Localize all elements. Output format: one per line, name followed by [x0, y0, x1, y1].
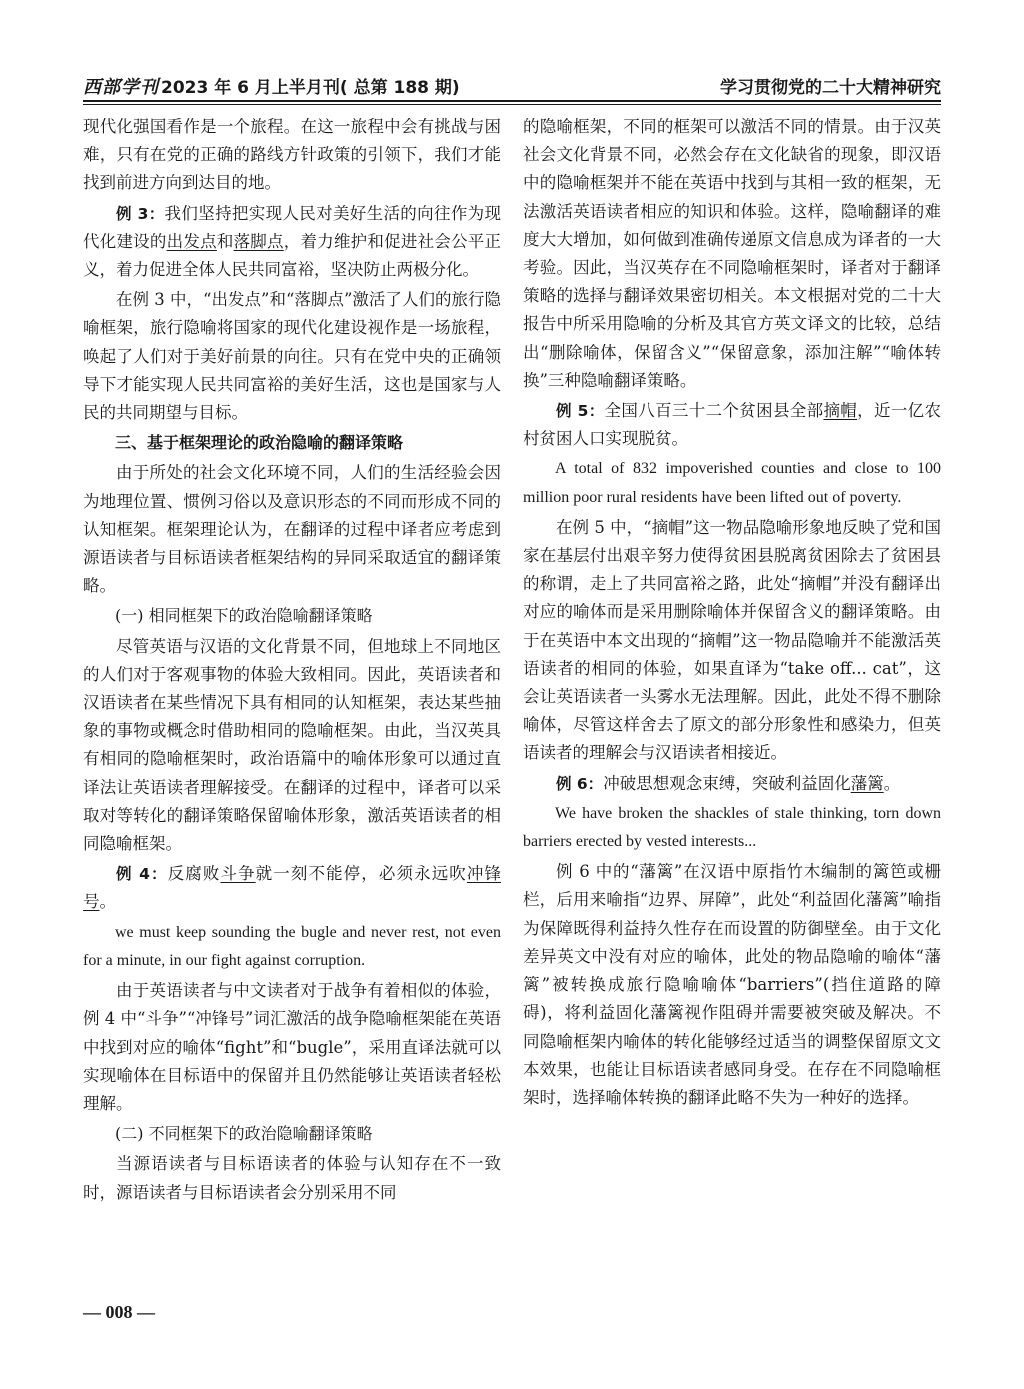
- example-label: 例 6：: [556, 774, 604, 793]
- example-text: 我们坚持把实现人民对美好生活的向往作为现代化建设的: [83, 203, 502, 251]
- paragraph: 的隐喻框架，不同的框架可以激活不同的情景。由于汉英社会文化背景不同，必然会存在文化缺省的现象，即汉语中的隐喻框架并不能在英语中找到与其相一致的框架，无法激活英语读者相应的知识和体验。这样，隐喻翻译的难度大大增加，如何做到准确传递原文信息成为译者的一大考验。因此，当汉英存在不同隐喻框架时，译者对于翻译策略的选择与翻译效果密切相关。本文根据对党的二十大报告中所采用隐喻的分析及其官方英文译文的比较，总结出“删除喻体，保留含义”“保留意象，添加注解”“喻体转换”三种隐喻翻译策略。: [523, 117, 941, 390]
- example-text: ，着力维护和促进社会公平正义，着力促进全体人民共同富裕，坚决防止两极分化。: [83, 231, 502, 280]
- example-text: 就一刻不能停，必须永远吹: [255, 864, 467, 884]
- english-translation: A total of 832 impoverished counties and close to 100 million poor rural residents have been lifted out of poverty.: [523, 460, 941, 506]
- right-column: [523, 113, 941, 1114]
- issue-info: 2023 年 6 月上半月刊( 总第 188 期): [161, 78, 460, 98]
- paragraph: 现代化强国看作是一个旅程。在这一旅程中会有挑战与困难，只有在党的正确的路线方针政策的引领下，我们才能找到前进方向到达目的地。: [83, 117, 501, 193]
- example-4: [83, 860, 501, 916]
- english-translation: We have broken the shackles of stale thinking, torn down barriers erected by vested interests...: [523, 804, 941, 851]
- underlined-term: 落脚点: [233, 231, 284, 251]
- page-number: — 008 —: [83, 1302, 155, 1322]
- english-translation: we must keep sounding the bugle and never rest, not even for a minute, in our fight against corruption.: [83, 923, 501, 969]
- paragraph: 例 6 中的“藩篱”在汉语中原指竹木编制的篱笆或栅栏，后用来喻指“边界、屏障”，此处“利益固化藩篱”喻指为保障既得利益持久性存在而设置的防御壁垒。由于文化差异英文中没有对应的喻体，此处的物品隐喻的喻体“藩篱”被转换成旅行隐喻喻体“barriers”(挡住道路的障碍)，将利益固化藩篱视作阻碍并需要被突破及解决。不同隐喻框架内喻体的转化能够经过适当的调整保留原文文本效果，也能让目标语读者感同身受。在存在不同隐喻框架时，选择喻体转换的翻译此略不失为一种好的选择。: [523, 862, 941, 1107]
- paragraph: 尽管英语与汉语的文化背景不同，但地球上不同地区的人们对于客观事物的体验大致相同。因此，英语读者和汉语读者在某些情况下具有相同的认知框架，表达某些抽象的事物或概念时借助相同的隐喻框架。由此，当汉英具有相同的隐喻框架时，政治语篇中的喻体形象可以通过直译法让英语读者理解接受。在翻译的过程中，译者可以采取对等转化的翻译策略保留喻体形象，激活英语读者的相同隐喻框架。: [83, 636, 501, 854]
- example-text: 。: [99, 892, 116, 912]
- paragraph: 在例 5 中，“摘帽”这一物品隐喻形象地反映了党和国家在基层付出艰辛努力使得贫困县脱离贫困除去了贫困县的称谓，走上了共同富裕之路，此处“摘帽”并没有翻译出对应的喻体而是采用删除喻体并保留含义的翻译策略。由于在英语中本文出现的“摘帽”这一物品隐喻并不能激活英语读者的相同的体验，如果直译为“take off... cat”，这会让英语读者一头雾水无法理解。因此，此处不得不删除喻体，尽管这样舍去了原文的部分形象性和感染力，但英语读者的理解会与汉语读者相接近。: [523, 517, 941, 763]
- underlined-term: 斗争: [220, 864, 256, 884]
- paragraph: 在例 3 中，“出发点”和“落脚点”激活了人们的旅行隐喻框架，旅行隐喻将国家的现代化建设视作是一场旅程，唤起了人们对于美好前景的向往。只有在党中央的正确领导下才能实现人民共同富裕的美好生活，这也是国家与人民的共同期望与目标。: [83, 290, 501, 423]
- underlined-term: 摘帽: [823, 401, 858, 421]
- example-6: [523, 770, 941, 798]
- header-rule-thin: [83, 104, 941, 105]
- section-heading: 三、基于框架理论的政治隐喻的翻译策略: [115, 433, 404, 453]
- header-rule-thick: [83, 100, 941, 102]
- example-text: 。: [883, 773, 901, 793]
- example-5: [523, 397, 941, 453]
- example-text: 和: [216, 231, 234, 251]
- example-3: [83, 200, 501, 285]
- example-text: 冲破思想观念束缚，突破利益固化: [603, 773, 851, 793]
- left-column: [83, 113, 501, 1209]
- example-text: 全国八百三十二个贫困县全部: [604, 401, 824, 421]
- underlined-term: 冲锋号: [83, 864, 502, 912]
- paragraph: 当源语读者与目标语读者的体验与认知存在不一致时，源语读者与目标语读者会分别采用不同: [83, 1154, 501, 1202]
- subsection-heading: (一) 相同框架下的政治隐喻翻译策略: [115, 606, 373, 626]
- example-label: 例 4：: [116, 865, 168, 884]
- example-text: 反腐败: [167, 864, 221, 884]
- example-text: ，近一亿农村贫困人口实现脱贫。: [523, 401, 942, 449]
- example-label: 例 5：: [556, 402, 605, 421]
- subsection-heading: (二) 不同框架下的政治隐喻翻译策略: [115, 1124, 373, 1144]
- paragraph: 由于英语读者与中文读者对于战争有着相似的体验，例 4 中“斗争”“冲锋号”词汇激活的战争隐喻框架能在英语中找到对应的喻体“fight”和“bugle”，采用直译法就可以实现喻体在目标语中的保留并且仍然能够让英语读者轻松理解。: [83, 981, 501, 1113]
- section-title: 学习贯彻党的二十大精神研究: [720, 78, 941, 98]
- underlined-term: 藩篱: [850, 773, 884, 793]
- example-label: 例 3：: [116, 204, 165, 223]
- underlined-term: 出发点: [166, 231, 217, 251]
- paragraph: 由于所处的社会文化环境不同，人们的生活经验会因为地理位置、惯例习俗以及意识形态的不同而形成不同的认知框架。框架理论认为，在翻译的过程中译者应考虑到源语读者与目标语读者框架结构的异同采取适宜的翻译策略。: [83, 463, 501, 596]
- running-header: [83, 71, 941, 99]
- journal-logo: 西部学刊: [83, 77, 159, 98]
